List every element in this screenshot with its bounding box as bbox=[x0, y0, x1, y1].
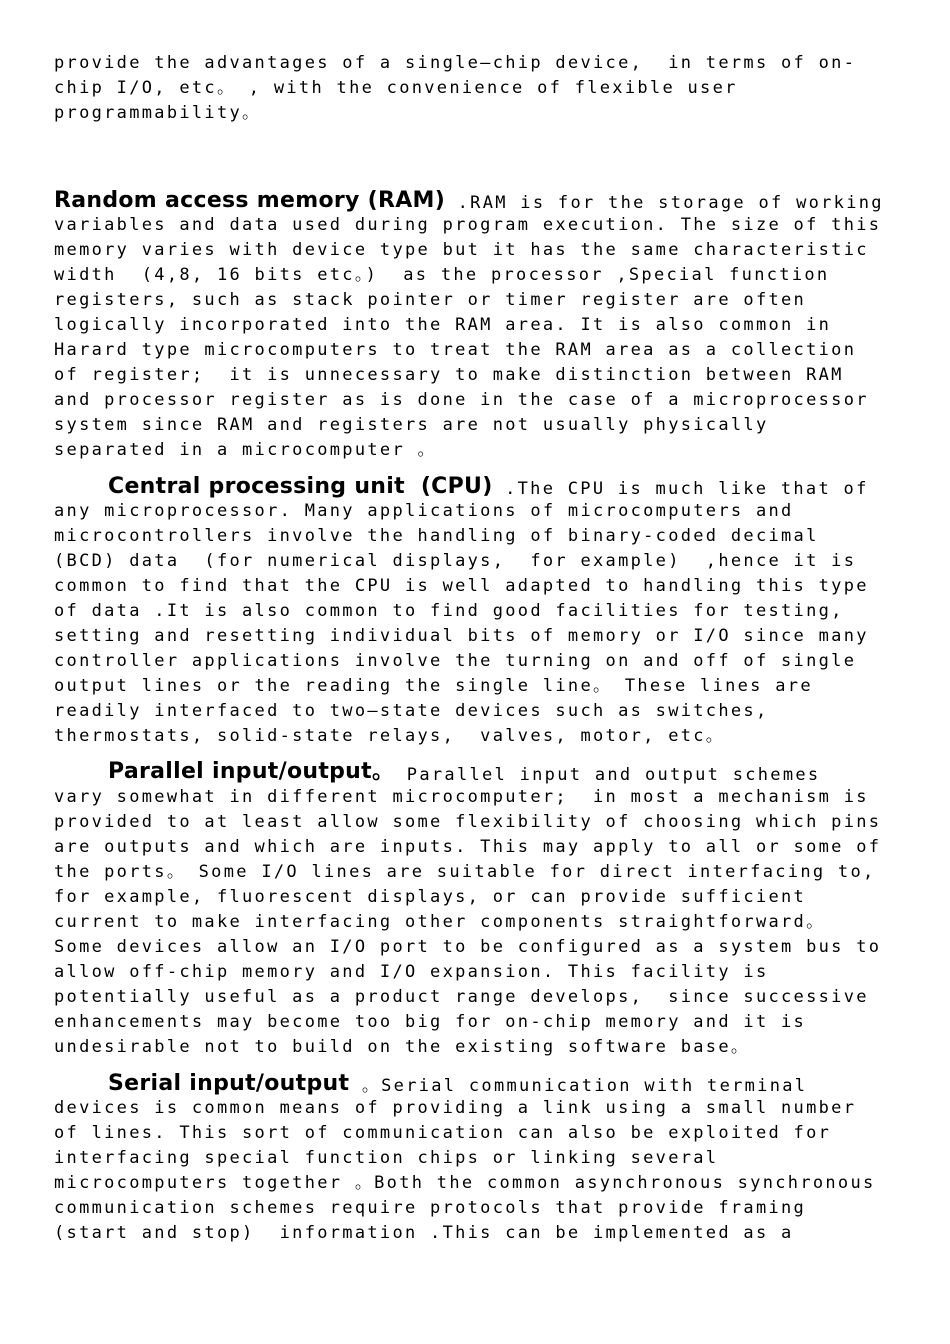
text-line: provide the advantages of a single—chip device, in terms of on- bbox=[54, 53, 857, 73]
text-line: (BCD) data (for numerical displays, for example) ,hence it is bbox=[54, 551, 857, 571]
text-line: any microprocessor. Many applications of microcomputers and bbox=[54, 501, 794, 521]
text-line: separated in a microcomputer 。 bbox=[54, 440, 437, 460]
text-line: Harard type microcomputers to treat the RAM area as a collection bbox=[54, 340, 857, 360]
text-line: interfacing special function chips or linking several bbox=[54, 1148, 719, 1168]
text-line: of lines. This sort of communication can also be exploited for bbox=[54, 1123, 832, 1143]
text-line: logically incorporated into the RAM area. It is also common in bbox=[54, 315, 832, 335]
text-line: communication schemes require protocols that provide framing bbox=[54, 1198, 807, 1218]
cpu-heading: Central processing unit (CPU) bbox=[108, 474, 493, 499]
text-line: (start and stop) information .This can be implemented as a bbox=[54, 1223, 794, 1243]
text-line: width (4,8, 16 bits etc。) as the processor ,Special function bbox=[54, 265, 830, 285]
text-line: programmability。 bbox=[54, 103, 262, 123]
serial-heading-line bbox=[54, 1060, 914, 1096]
ram-heading: Random access memory (RAM) bbox=[54, 188, 446, 213]
parallel-lead-text: Parallel input and output schemes bbox=[394, 765, 821, 785]
cpu-heading-line bbox=[54, 463, 914, 499]
text-line: microcomputers together 。Both the common asynchronous synchronous bbox=[54, 1173, 876, 1193]
document-page bbox=[54, 51, 914, 1246]
ram-heading-line bbox=[54, 177, 914, 213]
text-line: and processor register as is done in the case of a microprocessor bbox=[54, 390, 869, 410]
text-line: Some devices allow an I/O port to be configured as a system bus to bbox=[54, 937, 882, 957]
text-line: system since RAM and registers are not usually physically bbox=[54, 415, 769, 435]
text-line: registers, such as stack pointer or timer register are often bbox=[54, 290, 807, 310]
parallel-heading-line bbox=[54, 749, 914, 785]
ram-section bbox=[54, 177, 914, 463]
text-line: current to make interfacing other components straightforward。 bbox=[54, 912, 826, 932]
text-line: output lines or the reading the single line。 These lines are bbox=[54, 676, 813, 696]
text-line: variables and data used during program execution. The size of this bbox=[54, 215, 882, 235]
parallel-io-section bbox=[54, 749, 914, 1060]
paragraph-gap bbox=[54, 126, 914, 177]
text-line: enhancements may become too big for on-chip memory and it is bbox=[54, 1012, 807, 1032]
text-line: microcontrollers involve the handling of binary-coded decimal bbox=[54, 526, 819, 546]
text-line: undesirable not to build on the existing software base。 bbox=[54, 1037, 751, 1057]
text-line: allow off-chip memory and I/O expansion. This facility is bbox=[54, 962, 769, 982]
serial-heading: Serial input/output bbox=[108, 1071, 350, 1096]
text-line: controller applications involve the turning on and off of single bbox=[54, 651, 857, 671]
text-line: devices is common means of providing a link using a small number bbox=[54, 1098, 857, 1118]
text-line: memory varies with device type but it has the same characteristic bbox=[54, 240, 869, 260]
text-line: are outputs and which are inputs. This may apply to all or some of bbox=[54, 837, 882, 857]
text-line: setting and resetting individual bits of memory or I/O since many bbox=[54, 626, 869, 646]
text-line: readily interfaced to two—state devices such as switches, bbox=[54, 701, 769, 721]
intro-paragraph bbox=[54, 51, 914, 126]
text-line: vary somewhat in different microcomputer; in most a mechanism is bbox=[54, 787, 869, 807]
text-line: thermostats, solid-state relays, valves, motor, etc。 bbox=[54, 726, 726, 746]
text-line: provided to at least allow some flexibility of choosing which pins bbox=[54, 812, 882, 832]
text-line: for example, fluorescent displays, or can provide sufficient bbox=[54, 887, 807, 907]
serial-lead-text: 。Serial communication with terminal bbox=[349, 1076, 808, 1096]
cpu-lead-text: .The CPU is much like that of bbox=[492, 479, 869, 499]
text-line: chip I/O, etc。 , with the convenience of flexible user bbox=[54, 78, 738, 98]
text-line: potentially useful as a product range develops, since successive bbox=[54, 987, 869, 1007]
serial-io-section bbox=[54, 1060, 914, 1246]
text-line: the ports。 Some I/O lines are suitable for direct interfacing to, bbox=[54, 862, 876, 882]
ram-lead-text: .RAM is for the storage of working bbox=[445, 193, 884, 213]
text-line: of register; it is unnecessary to make distinction between RAM bbox=[54, 365, 844, 385]
text-line: common to find that the CPU is well adapted to handling this type bbox=[54, 576, 869, 596]
cpu-section bbox=[54, 463, 914, 749]
text-line: of data .It is also common to find good facilities for testing, bbox=[54, 601, 844, 621]
parallel-heading: Parallel input/output。 bbox=[108, 759, 395, 784]
